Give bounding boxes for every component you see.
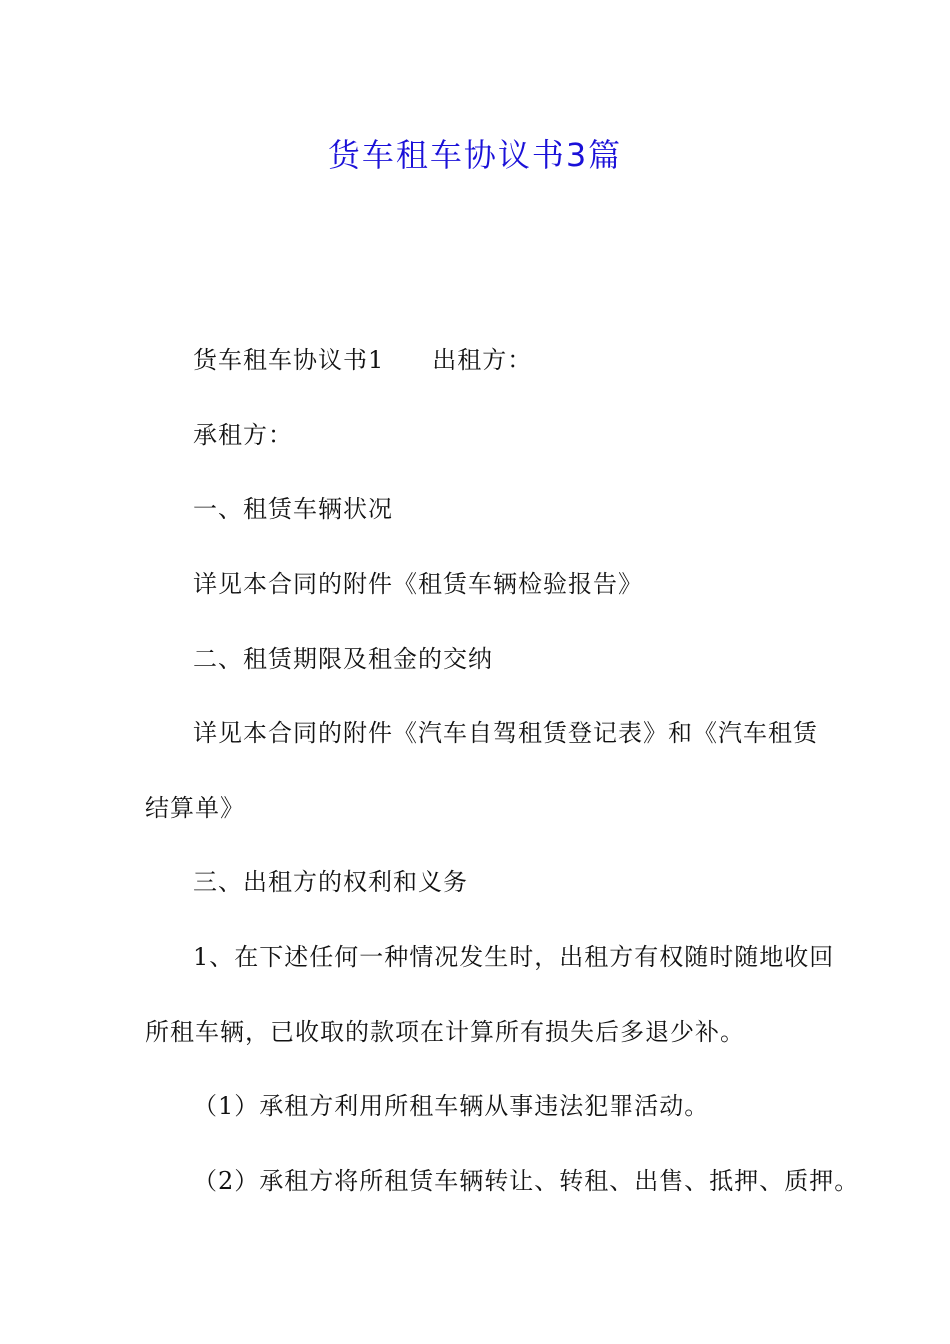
lessee-label: 承租方：: [193, 421, 293, 449]
clause1-line2: 所租车辆，已收取的款项在计算所有损失后多退少补。: [145, 1018, 745, 1046]
section3-heading: 三、出租方的权利和义务: [193, 868, 468, 896]
section1-heading: 一、租赁车辆状况: [193, 495, 393, 523]
document-title: 货车租车协议书3篇: [327, 136, 623, 174]
lessor-label: 出租方：: [432, 346, 533, 374]
section2-text-line1: 详见本合同的附件《汽车自驾租赁登记表》和《汽车租赁: [193, 719, 818, 747]
clause1-line1: 1、在下述任何一种情况发生时，出租方有权随时随地收回: [193, 943, 835, 971]
item2: （2）承租方将所租赁车辆转让、转租、出售、抵押、质押。: [193, 1167, 860, 1195]
agreement-heading-line: [193, 345, 532, 375]
section1-text: 详见本合同的附件《租赁车辆检验报告》: [193, 570, 643, 598]
section2-text-line2: 结算单》: [145, 794, 245, 822]
section2-heading: 二、租赁期限及租金的交纳: [193, 645, 493, 673]
agreement-heading: 货车租车协议书1: [193, 346, 385, 374]
item1: （1）承租方利用所租车辆从事违法犯罪活动。: [193, 1092, 710, 1120]
